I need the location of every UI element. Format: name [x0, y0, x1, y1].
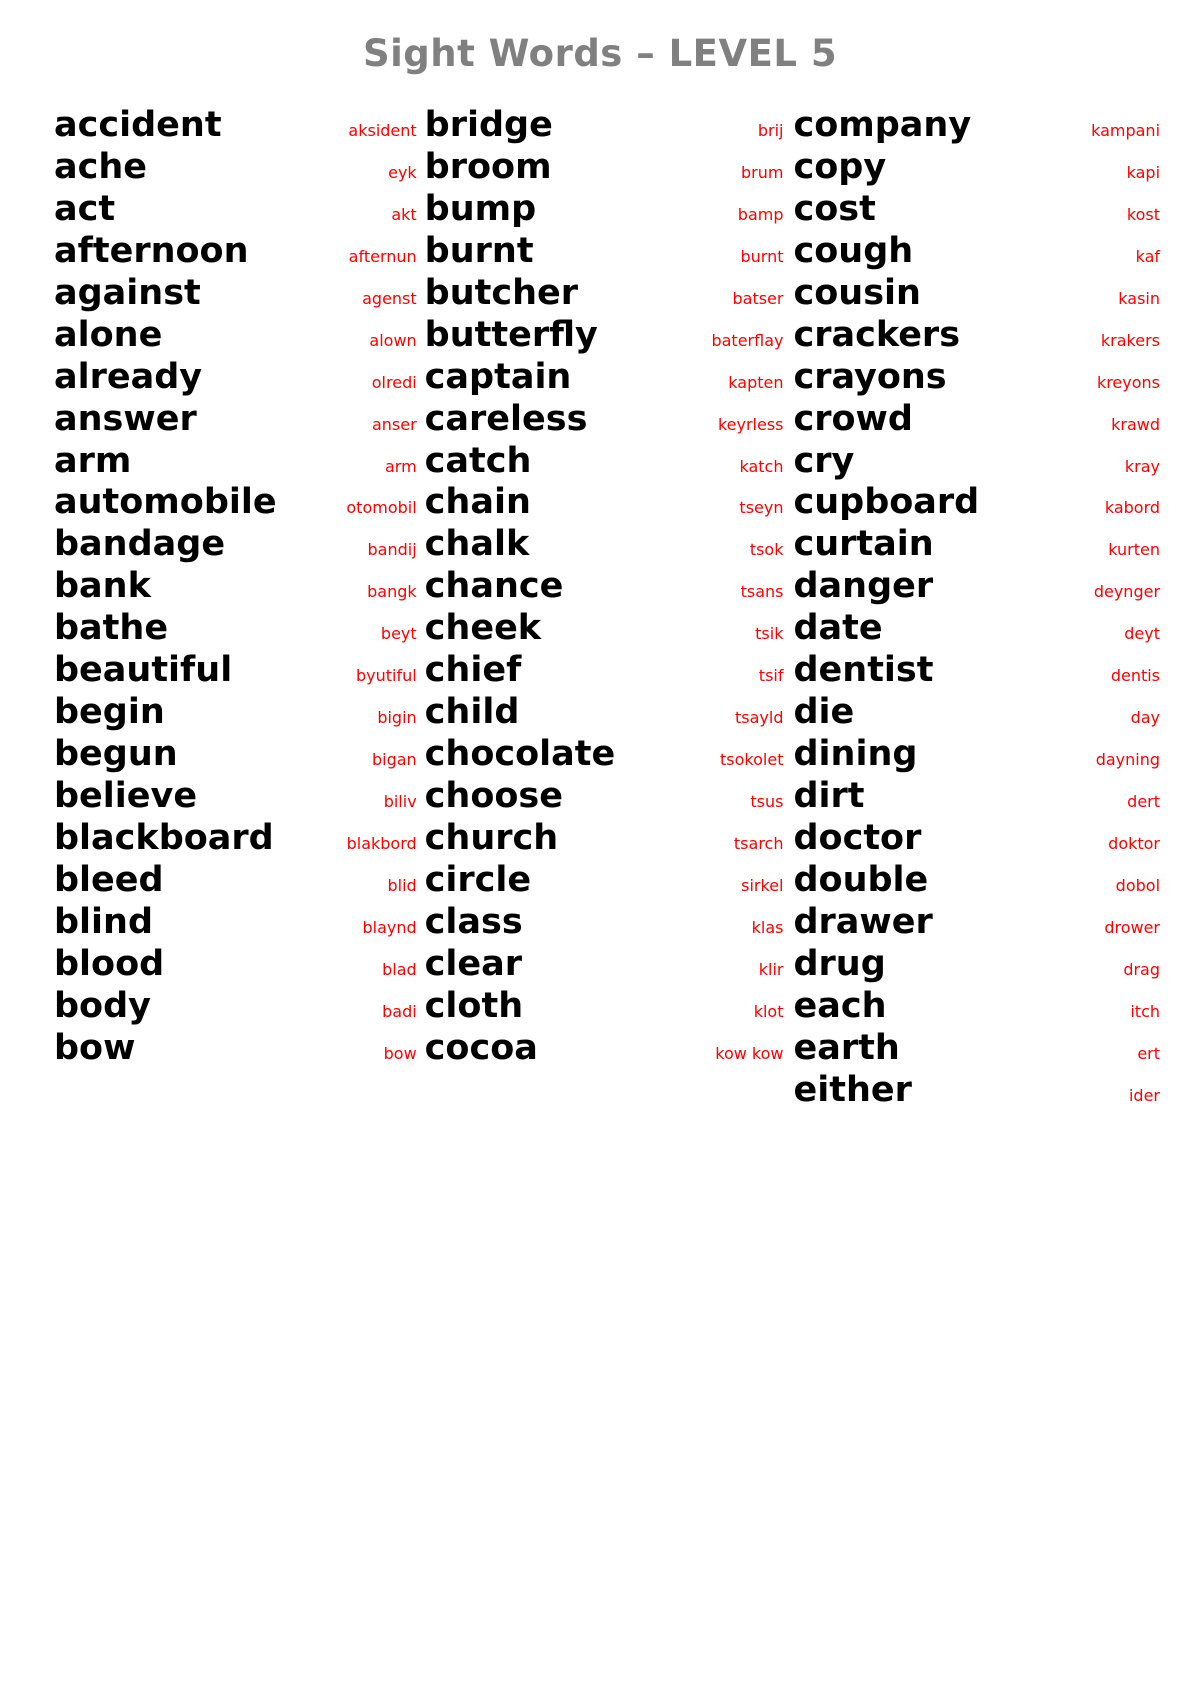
word-entry — [793, 315, 1160, 356]
sight-word: crowd — [793, 398, 913, 439]
word-entry — [425, 357, 784, 398]
pronunciation: kampani — [1091, 121, 1161, 140]
word-entry — [793, 608, 1160, 649]
pronunciation: tsif — [758, 666, 784, 686]
pronunciation: krakers — [1100, 330, 1161, 350]
word-entry — [425, 399, 784, 440]
pronunciation: drag — [1123, 959, 1161, 979]
sight-word: bleed — [54, 859, 164, 900]
sight-word: blood — [54, 943, 165, 984]
sight-word: butcher — [424, 272, 579, 313]
word-entry — [54, 986, 417, 1027]
sight-word: cousin — [793, 272, 921, 313]
word-entry — [793, 1070, 1160, 1111]
word-entry — [425, 441, 784, 482]
word-entry — [425, 147, 784, 188]
pronunciation: brij — [757, 121, 784, 140]
sight-word: captain — [424, 356, 572, 397]
sight-word: dentist — [793, 650, 934, 691]
pronunciation: drower — [1104, 917, 1161, 937]
pronunciation: tsans — [740, 582, 784, 602]
word-entry — [425, 902, 784, 943]
sight-word: bump — [424, 188, 537, 229]
word-entry — [793, 860, 1160, 901]
pronunciation: dentis — [1110, 666, 1161, 686]
pronunciation: eyk — [388, 162, 417, 182]
pronunciation: arm — [384, 456, 417, 476]
sight-word: chance — [424, 566, 564, 607]
pronunciation: kaf — [1135, 246, 1161, 266]
word-entry — [793, 944, 1160, 985]
sight-word: careless — [424, 398, 588, 439]
sight-word: crayons — [793, 356, 947, 397]
sight-word: choose — [424, 776, 563, 816]
sight-word: drawer — [793, 901, 933, 942]
sight-word: drug — [793, 943, 886, 984]
word-entry — [425, 1028, 784, 1069]
sight-word: arm — [54, 440, 132, 481]
pronunciation: baterflay — [711, 330, 784, 350]
pronunciation: dobol — [1115, 875, 1161, 895]
word-entry — [425, 231, 784, 272]
word-entry — [793, 524, 1160, 565]
word-entry — [425, 986, 784, 1027]
sight-word: automobile — [54, 482, 277, 523]
word-entry — [793, 566, 1160, 607]
sight-word: chief — [424, 650, 522, 691]
pronunciation: krawd — [1111, 414, 1161, 434]
pronunciation: itch — [1130, 1001, 1161, 1021]
pronunciation: olredi — [371, 372, 417, 392]
sight-word: danger — [793, 566, 934, 607]
sight-word: crackers — [793, 314, 961, 355]
word-columns — [40, 105, 1160, 1112]
sight-word: burnt — [424, 230, 534, 271]
pronunciation: otomobil — [346, 498, 417, 518]
sight-word: broom — [424, 146, 552, 187]
word-entry — [793, 818, 1160, 859]
pronunciation: katch — [739, 456, 784, 476]
pronunciation: anser — [371, 414, 417, 434]
pronunciation: ert — [1137, 1043, 1161, 1063]
sight-word: circle — [424, 859, 532, 900]
pronunciation: tsok — [749, 540, 784, 560]
pronunciation: tseyn — [739, 498, 784, 518]
sight-word: catch — [424, 440, 532, 481]
pronunciation: badi — [382, 1001, 417, 1021]
word-entry — [793, 273, 1160, 314]
word-entry — [54, 944, 417, 985]
word-entry — [54, 189, 417, 230]
pronunciation: kabord — [1104, 498, 1161, 518]
word-entry — [793, 357, 1160, 398]
sight-word: bathe — [54, 608, 169, 649]
sight-word: earth — [793, 1027, 900, 1068]
sight-word: chalk — [424, 524, 530, 565]
sight-word: act — [54, 188, 116, 229]
word-entry — [425, 608, 784, 649]
word-entry — [54, 315, 417, 356]
word-entry — [425, 944, 784, 985]
word-entry — [54, 818, 417, 859]
sight-word: butterfly — [424, 314, 598, 355]
word-entry — [54, 1028, 417, 1069]
pronunciation: bow — [383, 1043, 417, 1063]
pronunciation: kurten — [1108, 540, 1161, 560]
word-entry — [54, 231, 417, 272]
word-entry — [793, 482, 1160, 523]
pronunciation: bandij — [367, 540, 417, 560]
pronunciation: batser — [732, 288, 784, 308]
word-entry — [425, 650, 784, 691]
sight-word: cupboard — [793, 482, 980, 523]
pronunciation: bangk — [367, 582, 417, 602]
pronunciation: day — [1130, 708, 1161, 728]
sight-word: begin — [54, 692, 165, 733]
pronunciation: ider — [1128, 1085, 1161, 1105]
pronunciation: blad — [382, 959, 417, 979]
sight-word: accident — [54, 105, 222, 145]
sight-word: copy — [793, 146, 887, 187]
pronunciation: deynger — [1093, 582, 1161, 602]
sight-word: afternoon — [54, 230, 249, 271]
sight-word: either — [793, 1069, 912, 1110]
sight-word: ache — [54, 146, 148, 187]
word-entry — [54, 357, 417, 398]
word-entry — [793, 734, 1160, 775]
word-entry — [425, 189, 784, 230]
sight-word: bandage — [54, 524, 226, 565]
sight-word: believe — [54, 776, 198, 816]
pronunciation: tsik — [755, 624, 784, 644]
word-entry — [425, 566, 784, 607]
pronunciation: dert — [1127, 792, 1161, 811]
word-entry — [793, 986, 1160, 1027]
word-entry — [793, 189, 1160, 230]
pronunciation: blaynd — [362, 917, 417, 937]
pronunciation: bigan — [371, 750, 417, 770]
pronunciation: klot — [753, 1001, 784, 1021]
sight-word: begun — [54, 734, 178, 775]
sight-word: against — [54, 272, 201, 313]
word-entry — [425, 776, 784, 817]
sight-word: alone — [54, 314, 163, 355]
pronunciation: brum — [741, 162, 784, 182]
pronunciation: tsarch — [733, 833, 784, 853]
word-entry — [793, 147, 1160, 188]
pronunciation: blid — [387, 875, 417, 895]
sight-word: church — [424, 817, 559, 858]
sight-word: chain — [424, 482, 531, 523]
pronunciation: kray — [1124, 456, 1161, 476]
sight-word: bank — [54, 566, 151, 607]
sight-word: clear — [424, 943, 523, 984]
word-entry — [425, 734, 784, 775]
pronunciation: kost — [1126, 204, 1161, 224]
sight-word: date — [793, 608, 883, 649]
pronunciation: tsus — [750, 792, 784, 811]
sight-word: each — [793, 985, 887, 1026]
word-entry — [54, 105, 417, 146]
sight-word: cocoa — [424, 1027, 538, 1068]
sight-word: dining — [793, 734, 918, 775]
word-entry — [793, 692, 1160, 733]
word-entry — [54, 902, 417, 943]
word-entry — [54, 860, 417, 901]
sight-word: child — [424, 692, 520, 733]
word-entry — [793, 231, 1160, 272]
sight-word: cost — [793, 188, 876, 229]
pronunciation: biliv — [383, 792, 417, 811]
pronunciation: tsokolet — [720, 750, 784, 770]
word-entry — [54, 734, 417, 775]
word-entry — [54, 566, 417, 607]
word-entry — [793, 902, 1160, 943]
word-entry — [425, 482, 784, 523]
sight-word: already — [54, 356, 203, 397]
word-entry — [793, 105, 1160, 146]
sight-word: curtain — [793, 524, 934, 565]
word-entry — [54, 147, 417, 188]
sight-word: class — [424, 901, 523, 942]
pronunciation: bigin — [377, 708, 417, 728]
word-column-3 — [783, 105, 1160, 1112]
word-entry — [425, 273, 784, 314]
sight-word: company — [793, 105, 972, 145]
sight-word: bridge — [424, 105, 553, 145]
pronunciation: aksident — [348, 121, 417, 140]
word-column-1 — [40, 105, 417, 1070]
sight-word: cough — [793, 230, 914, 271]
pronunciation: kreyons — [1096, 372, 1161, 392]
word-entry — [425, 315, 784, 356]
pronunciation: byutiful — [355, 666, 417, 686]
word-entry — [425, 692, 784, 733]
sight-word: doctor — [793, 817, 922, 858]
word-entry — [425, 524, 784, 565]
pronunciation: bamp — [737, 204, 784, 224]
word-entry — [54, 608, 417, 649]
word-entry — [425, 860, 784, 901]
word-entry — [54, 524, 417, 565]
pronunciation: klas — [751, 917, 784, 937]
word-entry — [54, 273, 417, 314]
word-column-2 — [417, 105, 784, 1070]
sight-word: dirt — [793, 776, 865, 816]
sight-word: cry — [793, 440, 855, 481]
pronunciation: blakbord — [346, 833, 417, 853]
pronunciation: deyt — [1124, 624, 1161, 644]
pronunciation: sirkel — [741, 875, 784, 895]
pronunciation: klir — [758, 959, 784, 979]
word-entry — [54, 776, 417, 817]
word-entry — [54, 650, 417, 691]
sight-word: body — [54, 985, 151, 1026]
word-entry — [425, 818, 784, 859]
pronunciation: kasin — [1118, 288, 1161, 308]
sight-word: cheek — [424, 608, 542, 649]
sight-word: beautiful — [54, 650, 233, 691]
word-entry — [54, 482, 417, 523]
pronunciation: agenst — [362, 288, 417, 308]
pronunciation: alown — [369, 330, 417, 350]
word-entry — [54, 399, 417, 440]
pronunciation: akt — [391, 204, 417, 224]
sight-word: blind — [54, 901, 154, 942]
pronunciation: keyrless — [717, 414, 784, 434]
pronunciation: dayning — [1095, 750, 1161, 770]
pronunciation: burnt — [740, 246, 784, 266]
pronunciation: kapten — [728, 372, 784, 392]
pronunciation: kapi — [1126, 162, 1161, 182]
pronunciation: kow kow — [715, 1043, 784, 1063]
sight-word: cloth — [424, 985, 524, 1026]
pronunciation: tsayld — [735, 708, 784, 728]
pronunciation: afternun — [348, 246, 417, 266]
word-entry — [54, 441, 417, 482]
word-entry — [793, 441, 1160, 482]
sight-word: double — [793, 859, 929, 900]
sight-word: bow — [54, 1027, 136, 1068]
sight-word: die — [793, 692, 855, 733]
page-title: Sight Words – LEVEL 5 — [362, 32, 838, 75]
sight-word: chocolate — [424, 734, 616, 775]
word-entry — [793, 399, 1160, 440]
sight-word: blackboard — [54, 817, 274, 858]
word-entry — [793, 776, 1160, 817]
word-entry — [54, 692, 417, 733]
word-entry — [793, 650, 1160, 691]
sight-word: answer — [54, 398, 197, 439]
pronunciation: beyt — [380, 624, 417, 644]
word-entry — [425, 105, 784, 146]
word-entry — [793, 1028, 1160, 1069]
pronunciation: doktor — [1108, 833, 1161, 853]
